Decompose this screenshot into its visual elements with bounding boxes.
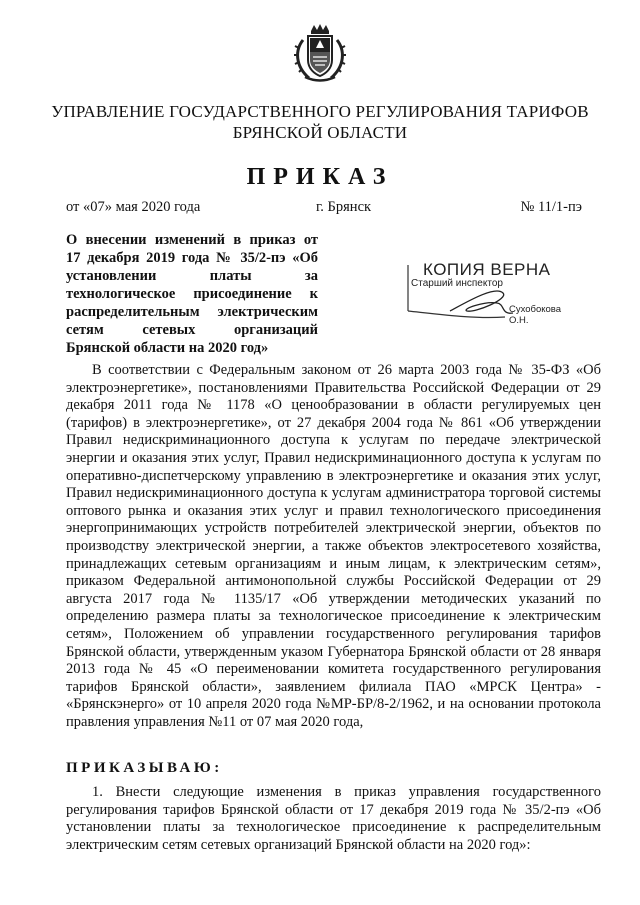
document-title: ПРИКАЗ [246,164,394,190]
subject-line: О внесении изменений в приказ от [66,232,318,248]
subject-line: сетям сетевых организаций [66,322,318,338]
subject-line: 17 декабря 2019 года № 35/2-пэ «Об [66,250,318,266]
document-number: № 11/1-пэ [520,199,582,215]
stamp-position: Старший инспектор [411,278,503,289]
subject-line: распределительным электрическим [66,304,318,320]
org-name-line1: УПРАВЛЕНИЕ ГОСУДАРСТВЕННОГО РЕГУЛИРОВАНИЯ ТАРИФОВ [51,102,589,121]
document-subject [66,231,318,357]
stamp-name: Сухобокова О.Н. [509,304,562,326]
subject-line: установлении платы за [66,268,318,284]
subject-line: Брянской области на 2020 год» [66,340,269,356]
coat-of-arms-icon [291,22,349,84]
preamble-paragraph: В соответствии с Федеральным законом от 26 марта 2003 года № 35-ФЗ «Об электроэнергетике», постановлениями Правительства Российской Федерации от 29 декабря 2011 года № 1178 «О ценообразовании в области регулируемых цен (тарифов) в электроэнергетике», от 27 декабря 2004 года № 861 «Об утверждении Правил недискриминационного доступа к услугам по передаче электрической энергии и оказания этих услуг, Правил недискриминационного доступа к услугам по оперативно-диспетчерскому управлению в электроэнергетике и оказания этих услуг, Правил недискриминационного доступа к услугам администратора торговой системы оптового рынка и оказания этих услуг и правил технологического присоединения энергопринимающих устройств потребителей электрической энергии, объектов по производству электрической энергии, а также объектов электросетевого хозяйства, принадлежащих сетевым организациям и иным лицам, к электрическим сетям», приказом Федеральной антимонопольной службы Российской Федерации от 29 августа 2017 года № 1135/17 «Об утверждении методических указаний по определению размера платы за технологическое присоединение к электрическим сетям», Положением об управлении государственного регулирования тарифов Брянской области, утвержденным указом Губернатора Брянской области от 28 января 2013 года № 45 «О переименовании комитета государственного регулирования тарифов Брянской области», заявлением филиала ПАО «МРСК Центра» - «Брянскэнерго» от 10 апреля 2020 года №МР-БР/8-2/1962, и на основании протокола правления управления №11 от 07 мая 2020 года, [66,362,601,730]
document-city: г. Брянск [316,199,372,215]
order-item-1: 1. Внести следующие изменения в приказ управления государственного регулирования тарифов Брянской области от 17 декабря 2019 года № 35/2-пэ «Об установлении платы за технологическое присоединение к распределительным электрическим сетям сетевых организаций Брянской области на 2020 год»: [66,784,601,853]
stamp-title: КОПИЯ ВЕРНА [423,260,551,279]
org-name-line2: БРЯНСКОЙ ОБЛАСТИ [232,123,408,142]
decree-heading: ПРИКАЗЫВАЮ: [66,760,223,776]
copy-certified-stamp [405,260,575,326]
subject-line: технологическое присоединение к [66,286,318,302]
document-date: от «07» мая 2020 года [66,199,201,215]
